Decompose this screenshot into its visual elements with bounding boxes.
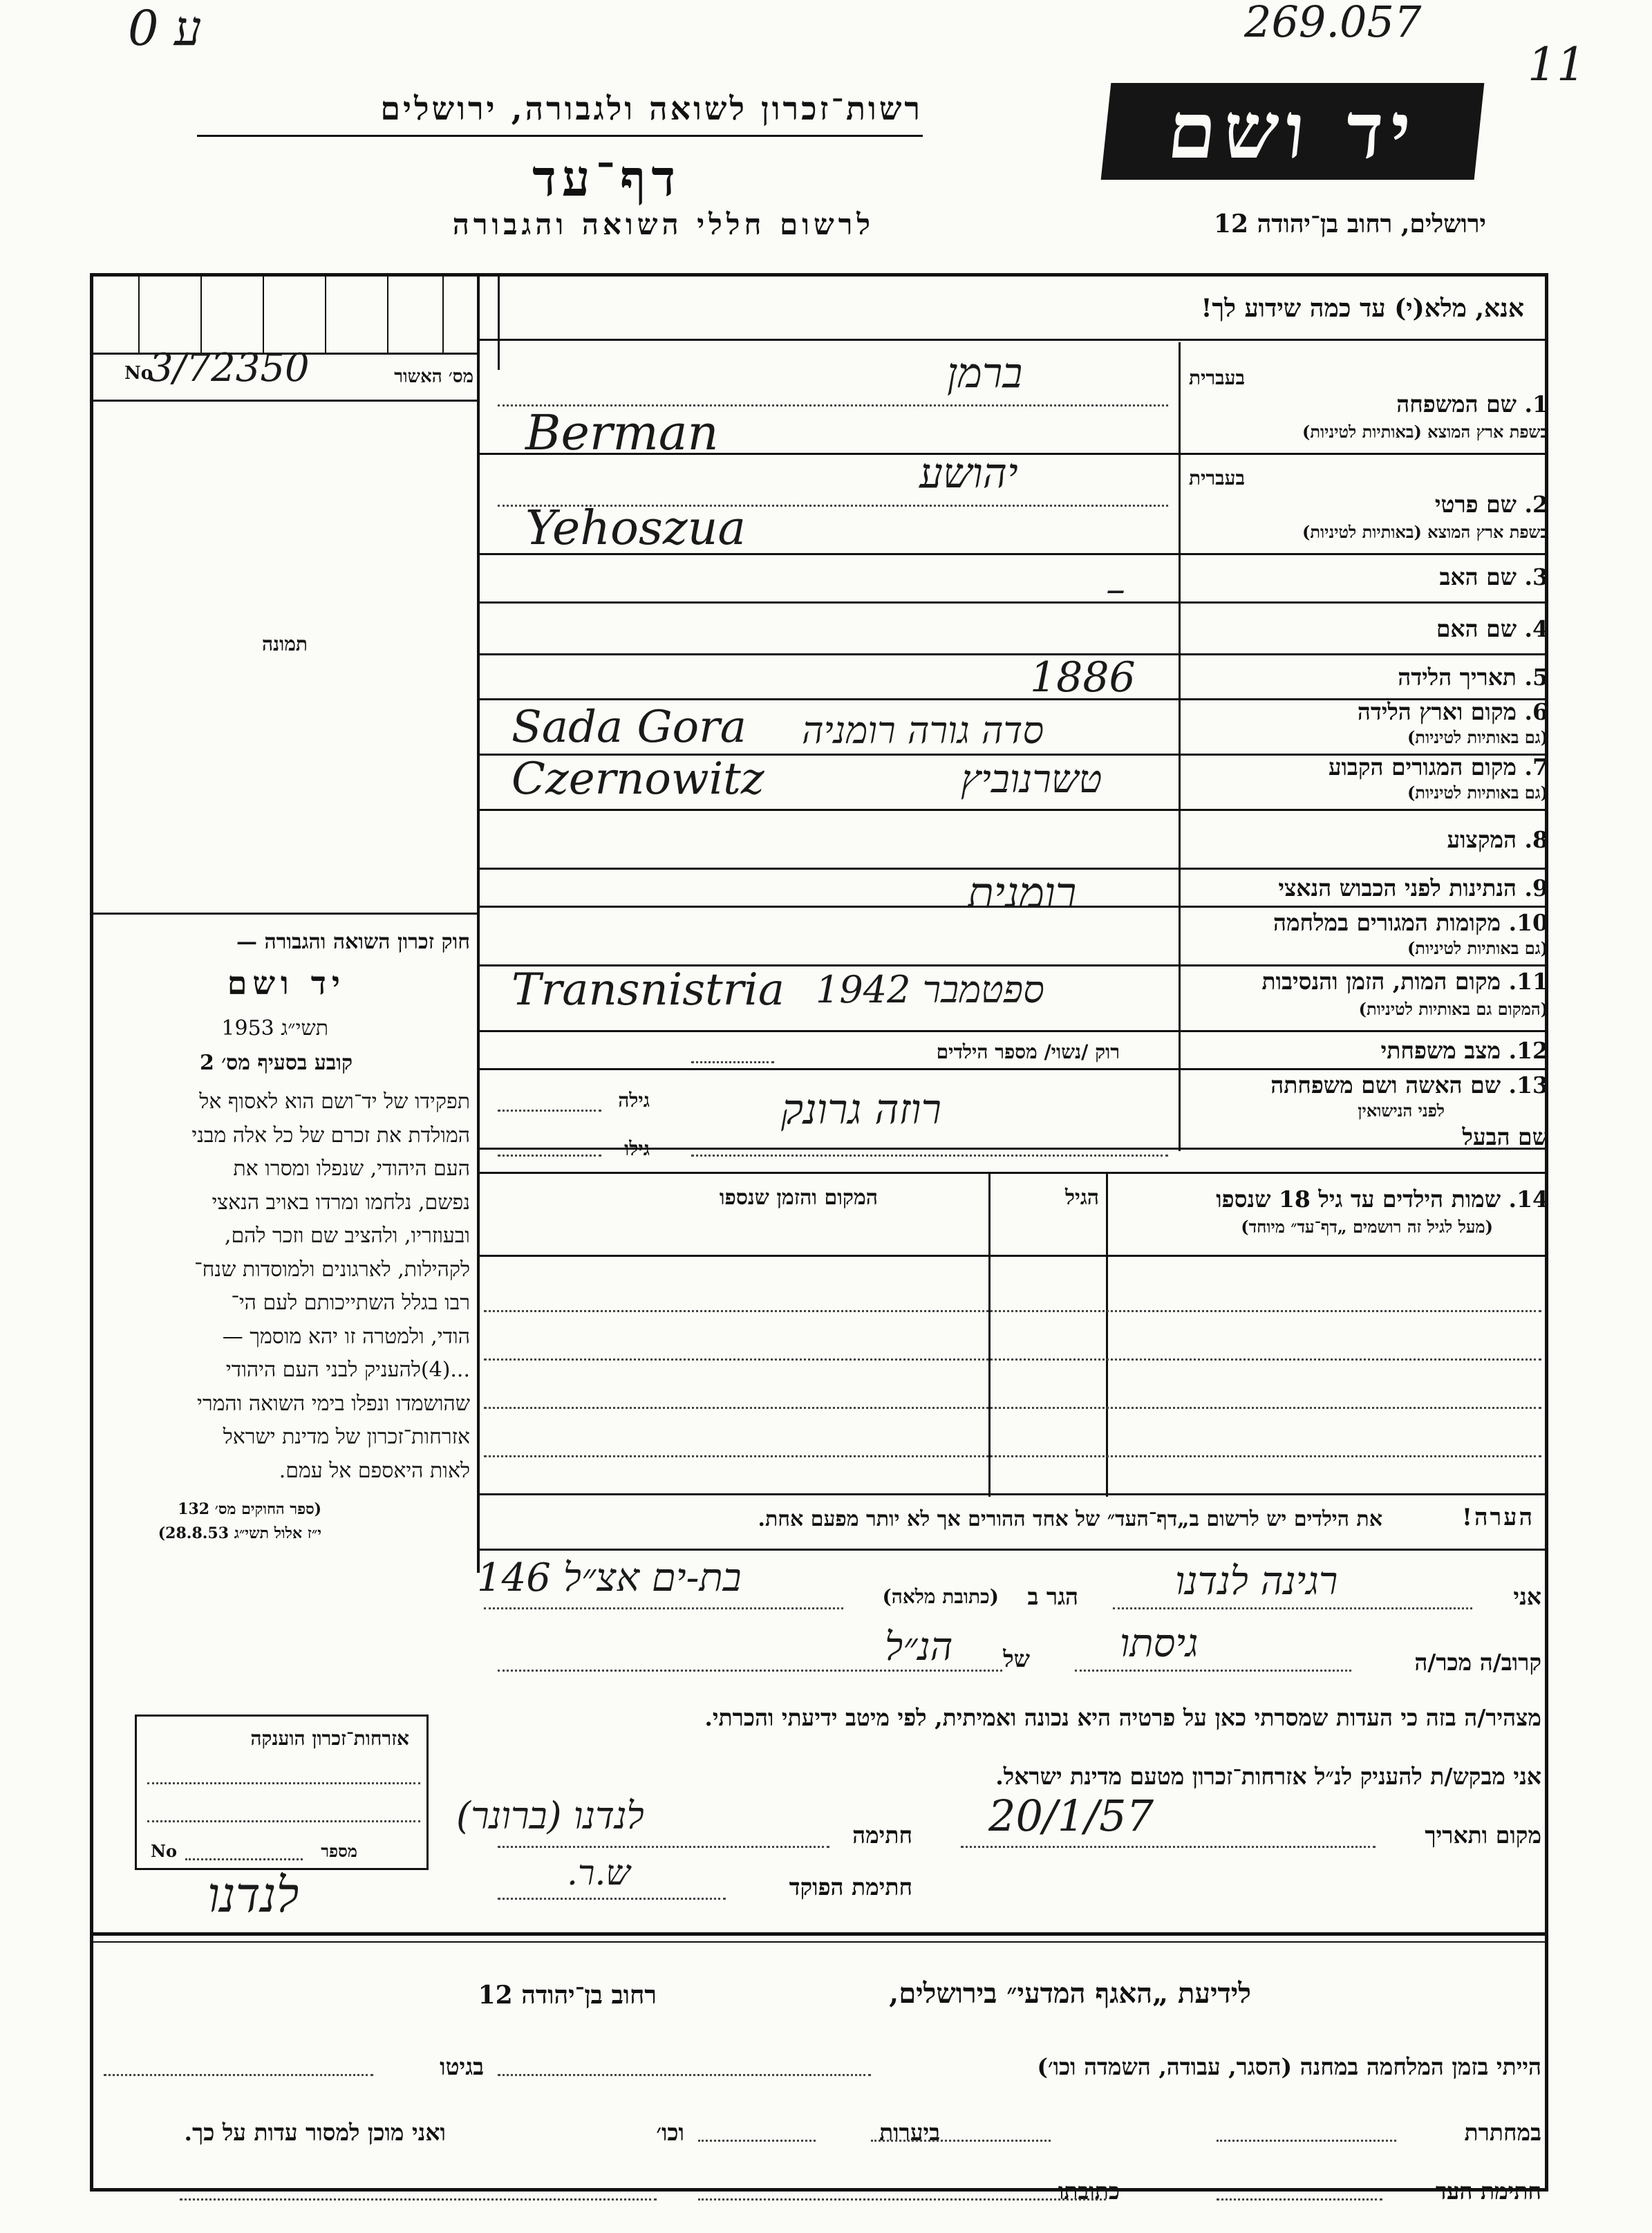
approval-number: 3/72350 [149,346,310,391]
f1-heb-value[interactable]: ברמן [947,349,1023,398]
decl-signature-value[interactable]: לנדנו (ברונר) [456,1794,644,1838]
footer-ghetto-line [104,2074,373,2076]
footer-separator [90,1941,1548,1943]
f14-row-line [484,1358,1541,1361]
decl-signature: חתימה [852,1822,912,1849]
header-address: ירושלים, רחוב בן־יהודה 12 [1213,209,1486,239]
law-body [97,1085,470,1488]
decl-of-line [498,1670,1002,1672]
citizenship-number-line [185,1858,303,1860]
decl-signature-line [498,1846,829,1848]
footer-line1-b: בגיטו [440,2053,484,2080]
footer-title: לידיעת „האגף המדעי״ בירושלים, [889,1977,1251,2010]
f11-label: 11. מקום המות, הזמן והנסיבות [1261,968,1548,995]
decl-official-value[interactable]: ש.ר. [567,1853,630,1893]
law-line: לאות היאספם אל עמם. [279,1458,470,1483]
approval-bottom-line [90,400,477,402]
law-line: רבו בגלל השתייכותם לעם הי־ [231,1291,470,1315]
f12-children-line [691,1061,774,1063]
footer-line1-a: הייתי בזמן המלחמה במחנה (הסגר, עבודה, השמדה וכו׳) [1037,2053,1541,2080]
hatch-line [387,277,388,353]
header-underline [197,135,923,137]
photo-bottom-line [90,913,477,915]
decl-address-value[interactable]: בת-ים אצ״ל 146 [477,1555,742,1600]
f10-sub: (גם באותיות לטיניות) [1407,938,1548,958]
f1-label: 1. שם המשפחה [1396,391,1548,418]
law-line: תפקידו של יד־ושם הוא לאסוף אל [199,1090,470,1114]
hatch-mark [498,273,500,370]
husband-age-line [498,1155,601,1157]
f5-label: 5. תאריך הלידה [1398,664,1548,691]
f7-latin-value[interactable]: Czernowitz [511,754,764,805]
law-line: נפשם, נלחמו ומרדו באויב הנאצי [212,1190,470,1215]
photo-label: תמונה [261,633,308,655]
row-line [477,653,1548,655]
decl-of-value[interactable]: הנ״ל [885,1625,953,1670]
f14-bottom-line [477,1493,1548,1495]
law-source-date: י״ז אלול תשי״ג 28.8.53) [158,1524,321,1542]
law-line: המולדת את זכרם של כל אלה מבני [191,1123,470,1148]
citizenship-no: No [151,1841,177,1861]
f7-heb-value[interactable]: טשרנוביץ [961,757,1102,802]
corner-mark-left: ע 0 [128,0,202,57]
law-line: אזרחות־זכרון של מדינת ישראל [223,1425,470,1449]
footer-underground-line [1217,2140,1396,2142]
f7-sub: (גם באותיות לטיניות) [1407,783,1548,803]
footer-etc-line [698,2140,816,2142]
footer-address: רחוב בן־יהודה 12 [478,1981,657,2010]
f11-sub: (המקום גם באותיות לטיניות) [1358,999,1548,1019]
f13-age-label: גילה [618,1089,650,1112]
f13-label: 13. שם האשה ושם משפחתה [1270,1072,1548,1099]
approval-no-prefix: No [124,363,153,384]
footer-witness-line [1217,2198,1382,2201]
decl-relation-value[interactable]: גיסתו [1120,1621,1199,1666]
f2-heb-tag: בעברית [1189,467,1246,489]
row-line [477,1068,1548,1070]
logo-text: יד ושם [1163,86,1422,176]
f13-value[interactable]: רוזה גרונק [781,1085,942,1134]
f1-latin-value[interactable]: Berman [525,404,719,461]
intro-separator [477,339,1548,341]
decl-date-value[interactable]: 20/1/57 [988,1791,1154,1841]
f12-label: 12. מצב משפחתי [1380,1037,1548,1064]
f11-latin-value[interactable]: Transnistria [511,964,785,1016]
f6-heb-value[interactable]: סדה גורה רומניה [802,709,1044,752]
law-title: חוק זכרון השואה והגבורה — [236,930,470,954]
citizenship-number: מספר [321,1841,357,1861]
footer-address-line-2 [180,2198,657,2201]
law-line: ובעוזריו, ולהציב שם וזכר להם, [224,1224,470,1248]
footer-forest-line [871,2140,1051,2142]
approval-label: מס׳ האשור [394,366,473,387]
law-line: שהושמדו ונפלו בימי השואה והמרי [196,1391,470,1416]
decl-date-line [961,1846,1376,1848]
f8-label: 8. המקצוע [1447,826,1548,853]
law-line: הודי, ולמטרה זו יהא מוסמך — [222,1324,470,1349]
citizenship-box [135,1715,429,1870]
f7-label: 7. מקום המגורים הקבוע [1328,754,1548,781]
footer-line2-c: וכו׳ [656,2119,684,2146]
f14-col-divider [988,1172,991,1497]
decl-address-line [484,1607,843,1609]
row-line [477,1172,1548,1174]
f14-row-line [484,1407,1541,1409]
f14-col-divider [1106,1172,1108,1497]
law-source: (ספר החוקים מס׳ 132 [178,1500,321,1518]
f3-label: 3. שם האב [1439,563,1548,590]
f12-options: רוק /נשוי/ מספר הילדים [936,1040,1120,1063]
hatch-line [200,277,202,353]
decl-resides: הגר ב [1027,1583,1078,1610]
decl-address-tag: (כתובת מלאה) [882,1585,999,1608]
decl-statement: מצהיר/ה בזה כי העדות שמסרתי כאן על פרטיה היא נכונה ואמיתית, לפי מיטב ידיעתי והכרתי. [704,1704,1541,1731]
law-line: העם היהודי, שנפלו ומסרו את [233,1157,470,1181]
citizenship-line [147,1820,420,1822]
archive-number: 269.057 [1244,0,1422,47]
decl-ani: אני [1513,1583,1541,1610]
f9-label: 9. הנתינות לפני הכבוש הנאצי [1278,875,1548,901]
footer-address-line [698,2198,1106,2201]
hatch-line [138,277,140,353]
footer-separator [90,1932,1548,1936]
f14-row-line [484,1310,1541,1312]
note-bottom-line [477,1549,1548,1551]
citizenship-title: אזרחות־זכרון הוענקה [250,1727,409,1750]
f1-heb-tag: בעברית [1189,366,1246,389]
hatch-line [263,277,264,353]
form-title: דף־עד [532,149,681,207]
law-clause: קובע בסעיף מס׳ 2 [199,1051,353,1075]
husband-name-line [691,1155,1168,1157]
husband-label: שם הבעל [1462,1123,1548,1150]
law-yad-vashem: יד ושם [227,964,346,1002]
hatch-line [442,277,444,353]
footer-line2-a: במחתרת [1464,2119,1541,2146]
decl-of: של [1003,1645,1030,1672]
f5-value[interactable]: 1886 [1030,653,1136,702]
citizenship-line [147,1782,420,1784]
f14-header-line [477,1255,1548,1257]
intro-line: אנא, מלא(י) עד כמה שידוע לך! [1201,294,1524,323]
footer-camp-line [498,2074,871,2076]
f14-col-age: הגיל [1064,1186,1099,1210]
decl-relative: קרוב/ה מכר/ה [1414,1649,1541,1676]
hatch-line [325,277,326,353]
f2-latin-value[interactable]: Yehoszua [525,501,747,556]
row-line [477,809,1548,811]
form-subtitle: לרשום חללי השואה והגבורה [452,207,874,241]
f14-sub: (מעל לגיל זה רושמים „דף־עד״ מיוחד) [1241,1217,1493,1237]
footer-line2-b: ביערות [879,2119,940,2146]
f6-label: 6. מקום וארץ הלידה [1357,698,1548,725]
f3-value[interactable]: – [1106,567,1125,612]
decl-official: חתימת הפוקד [789,1874,912,1900]
f9-value[interactable]: רומנית [968,868,1077,918]
authority-name: רשות־זכרון לשואה ולגבורה, ירושלים [380,90,923,127]
note-text: את הילדים יש לרשום ב„דף־העד״ של אחד ההורים אך לא יותר מפעם אחת. [758,1507,1382,1531]
f13-age-line [498,1110,601,1112]
f10-label: 10. מקומות המגורים במלחמה [1273,909,1548,936]
footer-line3-a: חתימת העד [1435,2178,1541,2205]
f1-sub: בשפת ארץ המוצא (באותיות לטיניות) [1302,422,1548,442]
decl-name-value[interactable]: רגינה לנדנו [1175,1559,1338,1604]
decl-relation-line [1075,1670,1351,1672]
row-line [477,1030,1548,1032]
decl-place-date: מקום ותאריך [1425,1822,1541,1849]
f14-col-place: המקום והזמן שנספו [719,1186,878,1210]
handwritten-stamp: לנדנו [207,1867,299,1923]
f14-row-line [484,1455,1541,1457]
law-year: תשי״ג 1953 [221,1016,328,1040]
law-line: ...(4)להעניק לבני העם היהודי [225,1358,470,1382]
husband-age-label: גילו [624,1137,650,1160]
yad-vashem-logo [1101,83,1485,180]
f13-sub: לפני הנישואין [1358,1101,1445,1121]
footer-line3-b: כתובתו [1058,2178,1120,2205]
left-column-divider [477,273,480,1573]
f4-label: 4. שם האם [1436,615,1548,642]
f14-label: 14. שמות הילדים עד גיל 18 שנספו [1216,1186,1548,1213]
f2-heb-value[interactable]: יהושע [919,449,1018,498]
note-title: הערה! [1462,1504,1534,1531]
f2-label: 2. שם פרטי [1434,491,1548,518]
f2-sub: בשפת ארץ המוצא (באותיות לטיניות) [1302,522,1548,542]
footer-line2-d: ואני מוכן למסור עדות על כך. [184,2119,446,2146]
row-line [477,601,1548,604]
page-mark: 11 [1528,38,1586,91]
decl-request: אני מבקש/ת להעניק לנ״ל אזרחות־זכרון מטעם מדינת ישראל. [995,1763,1541,1790]
f6-sub: (גם באותיות לטיניות) [1407,727,1548,747]
decl-name-line [1113,1607,1472,1609]
decl-official-line [498,1898,726,1900]
f11-heb-value[interactable]: ספטמבר 1942 [816,968,1044,1011]
f6-latin-value[interactable]: Sada Gora [511,702,747,753]
law-line: לקהילות, לארגונים ולמוסדות שנח־ [194,1257,470,1282]
